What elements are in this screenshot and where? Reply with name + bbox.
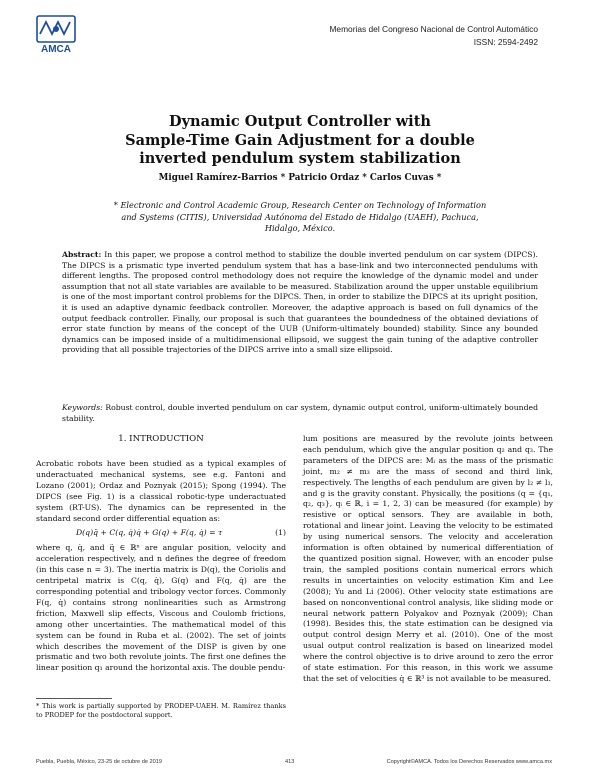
- equation: [36, 524, 286, 543]
- title-line: Sample-Time Gain Adjustment for a double: [125, 131, 475, 149]
- keywords: [62, 403, 538, 424]
- section-heading: 1. INTRODUCTION: [118, 434, 204, 444]
- paragraph: Acrobatic robots have been studied as a typical examples of underactuated mechanical systems, see e.g. Fantoni and Lozano (2001); Ordaz and Poznyak (2015); Spong (1994). The DIPCS (see Fig. 1) is a classical robotic-type underactuated system (RT-US). The dynamics can be represented in the standard second order differential equation as:: [36, 459, 286, 523]
- paragraph: where q, q̇, and q̈ ∈ ℝⁿ are angular position, velocity and acceleration respectively, and n defines the degree of freedom (in this case n = 3). The inertia matrix is D(q), the Coriolis and centripetal matrix is C(q, q̇), G(q) and F(q, q̇) are the corresponding potential and tribology vector forces. Commonly F(q, q̇) contains strong nonlinearities such as Armstrong friction, Maxwell slip effects, Viscous and Coulomb frictions, among other uncertainties. The mathematical model of this system can be found in Ruba et al. (2002). The set of joints which describes the movement of the DISP is given by one prismatic and two both revolute joints. The first one defines the linear position q₁ around the horizontal axis. The double pendu-: [36, 543, 286, 673]
- abstract: [62, 250, 538, 356]
- equation-number: (1): [275, 528, 286, 538]
- abstract-text: In this paper, we propose a control method to stabilize the double inverted pendulum on car system (DIPCS). The DIPCS is a prismatic type inverted pendulum system that has a base-link and two interconnected pendulums with different lengths. The proposed control methodology does not require the knowledge of the dynamic model and under assumption that not all state variables are available to be measured. Stabilization around the upper unstable equilibrium is one of the most important control problems for the DIPCS. Then, in order to stabilize the DIPCS at its upright position, it is used an adaptive dynamic feedback controller. Moreover, the adaptive approach is based on full dynamics of the output feedback controller. Finally, our proposal is such that guarantees the boundedness of the obtained deviations of error state function by means of the concept of the UUB (Uniform-ultimately bounded) stability. Since any bounded dynamics can be imposed inside of a multidimensional ellipsoid, we suggest the gain tuning of the adaptive controller providing that all possible trajectories of the DIPCS arrive into a small size ellipsoid.: [62, 250, 538, 355]
- paper-title: [0, 113, 600, 169]
- paragraph: lum positions are measured by the revolute joints between each pendulum, which give the angular position q₂ and q₃. The parameters of the DIPCS are: Mᵢ as the mass of the prismatic joint, m₂ ≠ m₃ are the mass of second and third link, respectively. The lengths of each pendulum are given by l₂ ≠ l₃, and g is the gravity constant. Physically, the positions (q = {q₁, q₂, q₃}, qᵢ ∈ ℝ, i = 1, 2, 3) can be measured (for example) by resistive or optical sensors. They are available in both, rotational and linear joint. Leaving the velocity to be estimated by using numerical sensors. The velocity and acceleration information is often obtained by numerical differentiation of the quantized position signal. However, with an encoder pulse train, the sampled positions contain numerical errors which results in uncertainties on velocity estimation Kim and Lee (2008); Yu and Li (2006). Other velocity state estimations are based on nonconventional control analysis, like sliding mode or neural network pattern Polyakov and Poznyak (2009); Chan (1998). Besides this, the state estimation can be designed via output control design Merry et al. (2010). One of the most usual output control realization is based on linearized model where the control objective is to drive around to zero the error of state estimation. For this reason, in this work we assume that the set of velocities q̇ ∈ ℝ³ is not available to be measured.: [303, 434, 553, 683]
- keywords-label: Keywords:: [62, 403, 103, 412]
- amca-logo: [34, 14, 78, 54]
- logo-text: AMCA: [41, 44, 71, 54]
- footer-copyright: Copyright©AMCA. Todos los Derechos Reservados www.amca.mx: [386, 759, 552, 765]
- left-column: [36, 459, 286, 674]
- title-line: Dynamic Output Controller with: [169, 113, 431, 130]
- right-column: [303, 434, 553, 685]
- abstract-label: Abstract:: [62, 250, 102, 259]
- equation-body: D(q)q̈ + C(q, q̇)q̇ + G(q) + F(q, q̇) = τ: [76, 528, 223, 538]
- footnote-rule: [36, 698, 112, 699]
- authors: Miguel Ramírez-Barrios * Patricio Ordaz * Carlos Cuvas *: [158, 173, 442, 183]
- footer-location: Puebla, Puebla, México, 23-25 de octubre de 2019: [36, 759, 162, 765]
- footnote: * This work is partially supported by PRODEP-UAEH. M. Ramírez thanks to PRODEP for the postdoctoral support.: [36, 702, 286, 719]
- issn: ISSN: 2594-2492: [473, 37, 538, 47]
- keywords-text: Robust control, double inverted pendulum on car system, dynamic output control, uniform-ultimately bounded stability.: [62, 403, 538, 423]
- amca-logo-icon: [34, 14, 78, 54]
- affiliation: * Electronic and Control Academic Group, Research Center on Technology of Information and Systems (CITIS), Universidad Autónoma del Estado de Hidalgo (UAEH), Pachuca, Hidalgo, México.: [113, 200, 487, 233]
- title-line: inverted pendulum system stabilization: [139, 150, 461, 167]
- conference-name: Memorias del Congreso Nacional de Control Automático: [329, 24, 538, 34]
- page-number: 413: [285, 759, 295, 765]
- running-header: [329, 23, 538, 49]
